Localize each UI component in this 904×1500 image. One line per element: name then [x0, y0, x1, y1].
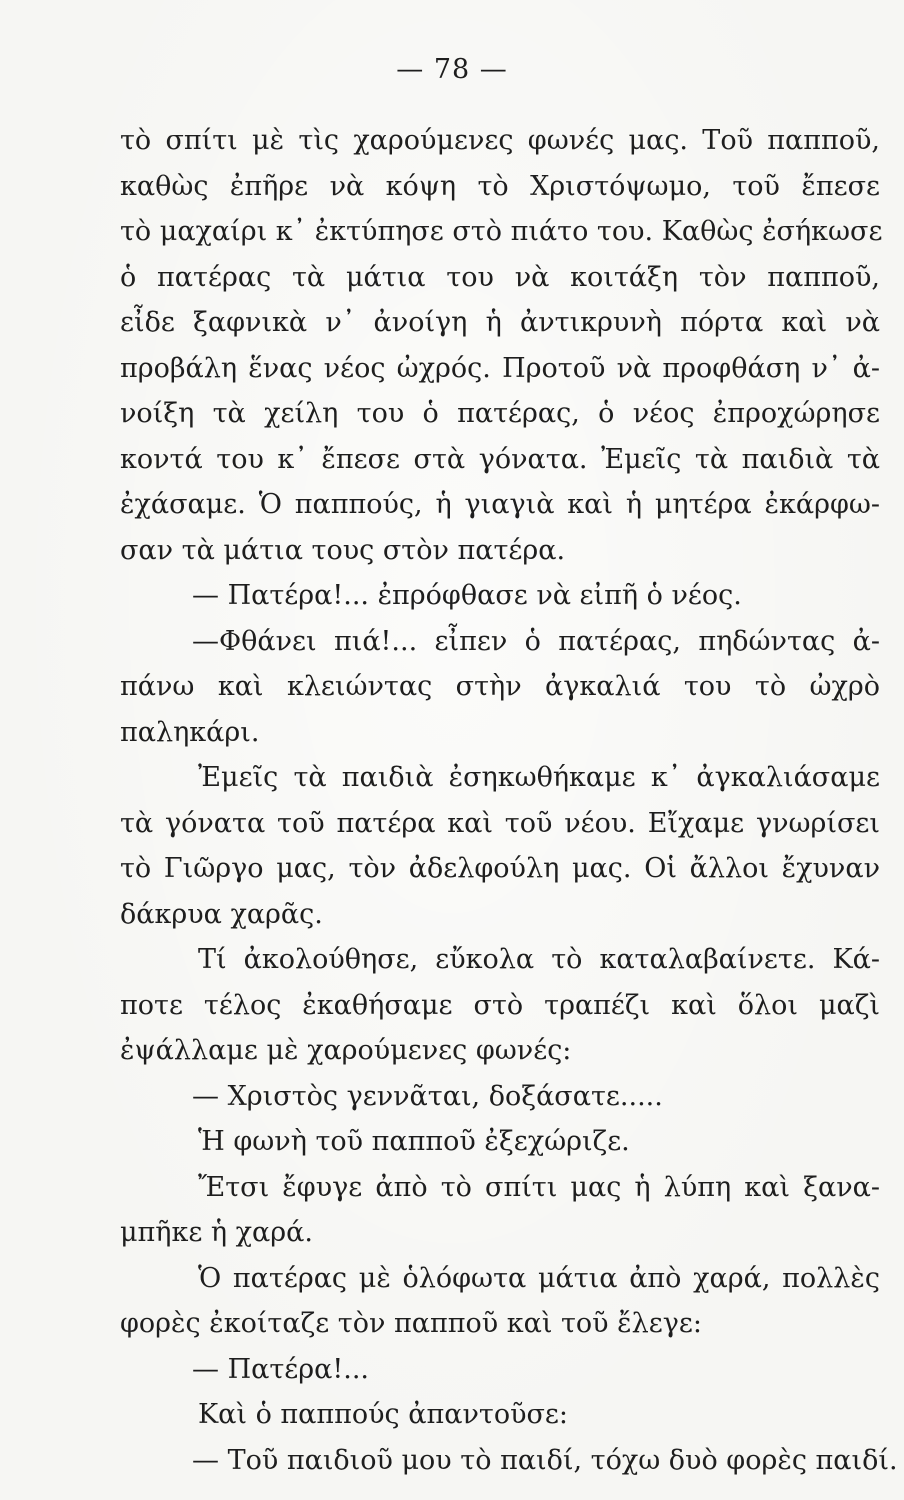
text-line: ὁ πατέρας τὰ μάτια του νὰ κοιτάξη τὸν παπποῦ,	[120, 261, 880, 293]
text-line: — Πατέρα!...	[192, 1353, 369, 1385]
text-line: νοίξη τὰ χείλη του ὁ πατέρας, ὁ νέος ἐπροχώρησε	[120, 398, 880, 429]
text-line: τὰ γόνατα τοῦ πατέρα καὶ τοῦ νέου. Εἴχαμε γνωρίσει	[120, 807, 880, 839]
text-line: ἐψάλλαμε μὲ χαρούμενες φωνές:	[120, 1035, 572, 1066]
text-line: — Χριστὸς γεννᾶται, δοξάσατε.....	[192, 1080, 663, 1112]
text-line: εἶδε ξαφνικὰ ν᾿ ἀνοίγη ἡ ἀντικρυνὴ πόρτα καὶ νὰ	[120, 307, 880, 338]
body-text	[120, 118, 898, 1483]
text-line: Τί ἀκολούθησε, εὔκολα τὸ καταλαβαίνετε. Κά-	[198, 944, 880, 975]
text-line: μπῆκε ἡ χαρά.	[120, 1217, 313, 1248]
text-line: σαν τὰ μάτια τους στὸν πατέρα.	[120, 534, 566, 566]
text-line: ἐχάσαμε. Ὁ παππούς, ἡ γιαγιὰ καὶ ἡ μητέρα ἐκάρφω-	[120, 489, 880, 520]
text-line: τὸ σπίτι μὲ τὶς χαρούμενες φωνές μας. Τοῦ παπποῦ,	[120, 125, 880, 156]
text-line: — Τοῦ παιδιοῦ μου τὸ παιδί, τόχω δυὸ φορὲς παιδί.	[192, 1444, 898, 1476]
page-number: — 78 —	[396, 54, 508, 85]
text-line: δάκρυα χαρᾶς.	[120, 898, 323, 930]
text-line: φορὲς ἐκοίταζε τὸν παπποῦ καὶ τοῦ ἔλεγε:	[120, 1308, 702, 1339]
text-line: Ἐμεῖς τὰ παιδιὰ ἐσηκωθήκαμε κ᾿ ἀγκαλιάσαμε	[198, 762, 880, 793]
text-line: ποτε τέλος ἐκαθήσαμε στὸ τραπέζι καὶ ὅλοι μαζὶ	[120, 989, 880, 1021]
text-line: προβάλη ἕνας νέος ὠχρός. Προτοῦ νὰ προφθάση ν᾿ ἀ-	[120, 352, 880, 384]
text-line: τὸ Γιῶργο μας, τὸν ἀδελφούλη μας. Οἱ ἄλλοι ἔχυναν	[120, 853, 880, 884]
text-line: τὸ μαχαίρι κ᾿ ἐκτύπησε στὸ πιάτο του. Καθὼς ἐσήκωσε	[120, 216, 883, 247]
text-line: πάνω καὶ κλειώντας στὴν ἀγκαλιά του τὸ ὠχρὸ	[120, 671, 880, 702]
text-line: Ἔτσι ἔφυγε ἀπὸ τὸ σπίτι μας ἡ λύπη καὶ ξανα-	[198, 1171, 880, 1203]
text-line: Καὶ ὁ παππούς ἀπαντοῦσε:	[198, 1399, 568, 1430]
text-line: — Πατέρα!... ἐπρόφθασε νὰ εἰπῆ ὁ νέος.	[192, 580, 742, 611]
text-line: Ὁ πατέρας μὲ ὁλόφωτα μάτια ἀπὸ χαρά, πολλὲς	[198, 1262, 880, 1294]
text-line: παληκάρι.	[120, 716, 260, 748]
text-line: κοντά του κ᾿ ἔπεσε στὰ γόνατα. Ἐμεῖς τὰ παιδιὰ τὰ	[120, 443, 880, 475]
text-line: —Φθάνει πιά!... εἶπεν ὁ πατέρας, πηδώντας ἀ-	[192, 625, 880, 657]
text-line: Ἡ φωνὴ τοῦ παπποῦ ἐξεχώριζε.	[198, 1126, 630, 1157]
text-line: καθὼς ἐπῆρε νὰ κόψη τὸ Χριστόψωμο, τοῦ ἔπεσε	[120, 170, 880, 202]
